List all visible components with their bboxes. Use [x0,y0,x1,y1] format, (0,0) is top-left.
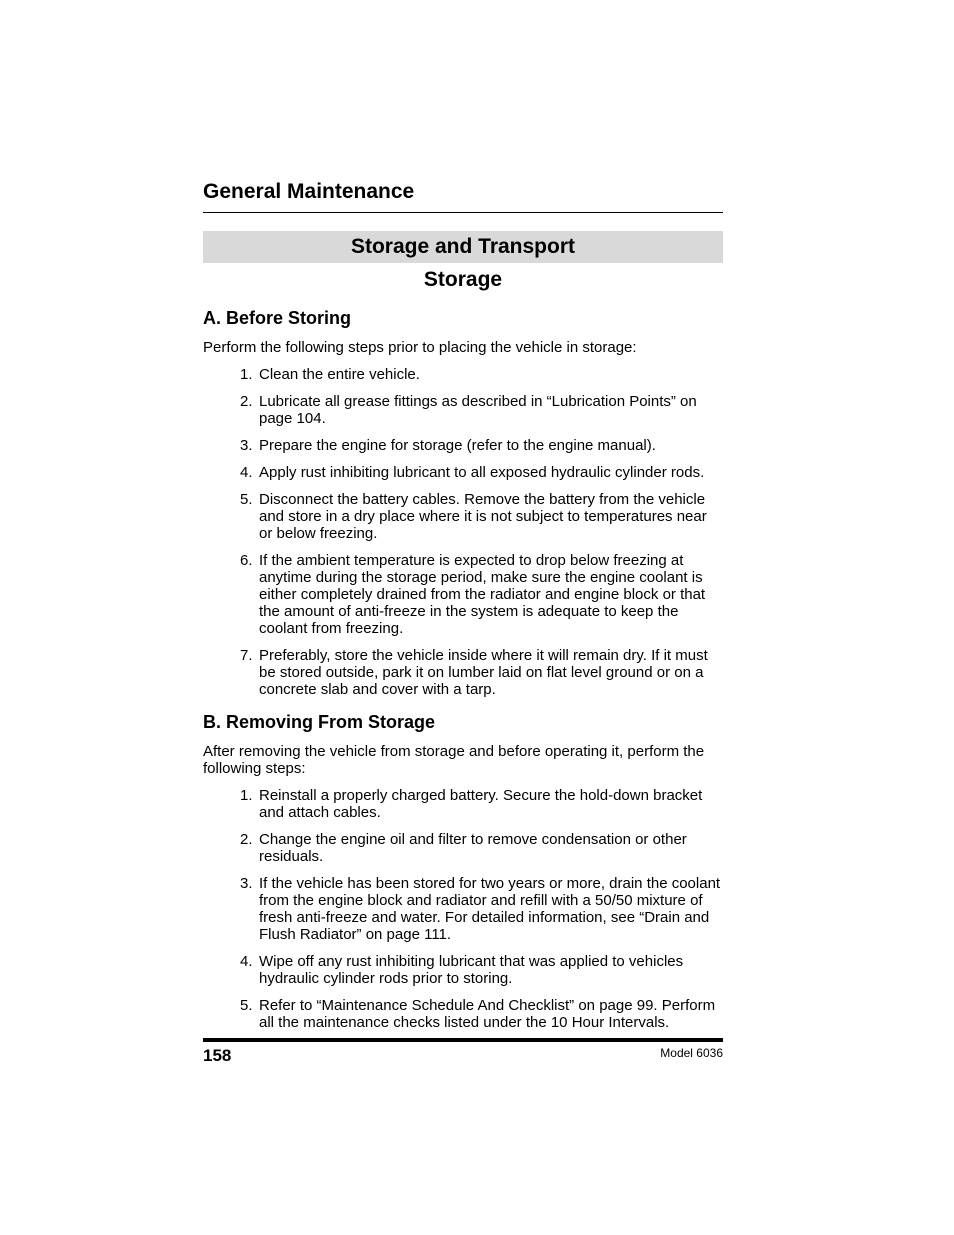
list-item [203,437,723,454]
page-number: 158 [203,1046,232,1065]
chapter-title: General Maintenance [203,180,723,213]
step-number: 5. [240,997,253,1014]
list-item [203,491,723,542]
step-text: Lubricate all grease fittings as described in “Lubrication Points” on page 104. [259,393,697,427]
section-intro: Perform the following steps prior to placing the vehicle in storage: [203,339,637,356]
page-content [203,180,723,1041]
step-number: 5. [240,491,253,508]
step-text: Refer to “Maintenance Schedule And Checklist” on page 99. Perform all the maintenance checks listed under the 10 Hour Intervals. [259,997,716,1031]
list-item [203,366,723,383]
step-number: 1. [240,366,253,383]
step-text: If the vehicle has been stored for two years or more, drain the coolant from the engine block and radiator and refill with a 50/50 mixture of fresh anti-freeze and water. For detailed information, see “Drain and Flush Radiator” on page 111. [259,875,721,943]
list-item [203,953,723,987]
step-number: 3. [240,437,253,454]
step-text: If the ambient temperature is expected to drop below freezing at anytime during the storage period, make sure the engine coolant is either completely drained from the radiator and engine block or that the amount of anti-freeze in the system is adequate to keep the coolant from freezing. [259,552,706,637]
list-item [203,393,723,427]
list-item [203,464,723,481]
step-text: Clean the entire vehicle. [259,366,420,383]
list-item [203,831,723,865]
section-intro: After removing the vehicle from storage and before operating it, perform the following steps: [203,743,705,777]
steps-list [203,787,723,1031]
section-banner: Storage and Transport [203,231,723,263]
list-item [203,875,723,943]
section-before-storing [203,307,723,698]
list-item [203,787,723,821]
page-footer [203,1038,723,1065]
step-text: Reinstall a properly charged battery. Secure the hold-down bracket and attach cables. [259,787,703,821]
step-number: 3. [240,875,253,892]
section-heading: A. Before Storing [203,308,352,328]
section-heading: B. Removing From Storage [203,712,436,732]
step-number: 1. [240,787,253,804]
step-number: 2. [240,831,253,848]
section-removing-from-storage [203,711,723,1031]
step-text: Wipe off any rust inhibiting lubricant that was applied to vehicles hydraulic cylinder rods prior to storing. [259,953,684,987]
step-number: 4. [240,953,253,970]
list-item [203,647,723,698]
step-number: 4. [240,464,253,481]
step-number: 7. [240,647,253,664]
model-label: Model 6036 [660,1046,723,1060]
list-item [203,997,723,1031]
subsection-title: Storage [423,268,503,291]
step-text: Prepare the engine for storage (refer to the engine manual). [259,437,656,454]
step-text: Disconnect the battery cables. Remove the battery from the vehicle and store in a dry place where it is not subject to temperatures near or below freezing. [259,491,707,542]
step-number: 6. [240,552,253,569]
step-text: Apply rust inhibiting lubricant to all exposed hydraulic cylinder rods. [259,464,705,481]
step-text: Change the engine oil and filter to remove condensation or other residuals. [259,831,687,865]
steps-list [203,366,723,698]
step-text: Preferably, store the vehicle inside where it will remain dry. If it must be stored outside, park it on lumber laid on flat level ground or on a concrete slab and cover with a tarp. [259,647,708,698]
list-item [203,552,723,637]
step-number: 2. [240,393,253,410]
